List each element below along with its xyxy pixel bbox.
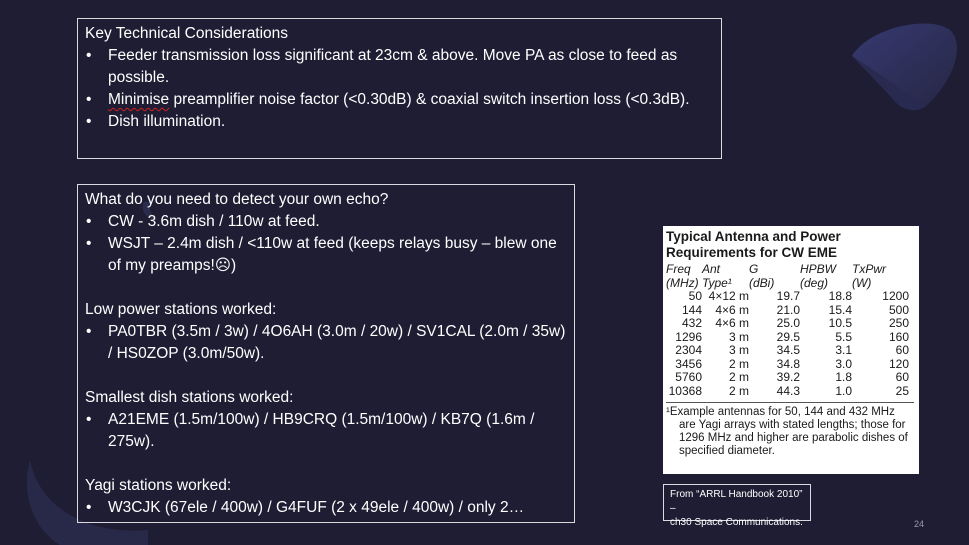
cell-hpbw: 18.8 — [828, 289, 852, 303]
cell-g: 44.3 — [776, 383, 800, 398]
antenna-power-table-image — [663, 226, 919, 474]
cell-txpwr: 1200 — [882, 289, 909, 303]
table-footnote — [666, 406, 916, 458]
spacer — [85, 365, 566, 387]
source-citation-box — [663, 484, 811, 528]
cell-freq: 3456 — [675, 356, 702, 371]
cell-txpwr: 25 — [895, 383, 909, 398]
list-item: • A21EME (1.5m/100w) / HB9CRQ (1.5m/100w) / KB7Q (1.6m / 275w). — [85, 409, 566, 453]
footnote-line: are Yagi arrays with stated lengths; those for — [679, 419, 906, 431]
smallest-dish-list — [85, 409, 566, 453]
cell-freq: 144 — [681, 302, 702, 317]
cell-freq: 2304 — [675, 343, 702, 357]
header-hpbw: HPBW — [800, 262, 836, 276]
list-item: • PA0TBR (3.5m / 3w) / 4O6AH (3.0m / 20w) / SV1CAL (2.0m / 35w) / HS0ZOP (3.0m/50w). — [85, 321, 566, 365]
cell-g: 39.2 — [776, 370, 800, 384]
table-row — [666, 290, 909, 304]
cell-ant: 4×6 m — [715, 302, 749, 317]
list-item — [85, 89, 713, 111]
table-row — [666, 317, 909, 331]
list-item: • Feeder transmission loss significant at 23cm & above. Move PA as close to feed as possible. — [85, 45, 713, 89]
cell-txpwr: 120 — [888, 356, 909, 371]
cell-g: 34.5 — [776, 343, 800, 357]
low-power-heading: Low power stations worked: — [85, 301, 277, 318]
table-title-line: Typical Antenna and Power — [666, 229, 841, 244]
echo-requirements-list — [85, 211, 566, 277]
decorative-cone-shape — [840, 18, 969, 128]
key-considerations-box — [77, 18, 722, 159]
cell-freq: 5760 — [675, 370, 702, 384]
header-hpbw-unit: (deg) — [800, 275, 829, 290]
list-item: • W3CJK (67ele / 400w) / G4FUF (2 x 49ele / 400w) / only 2… — [85, 497, 566, 519]
antenna-power-table — [666, 263, 909, 398]
slide-number: 24 — [914, 519, 925, 529]
list-item: • WSJT – 2.4m dish / <110w at feed (keeps relays busy – blew one of my preamps!☹) — [85, 233, 566, 277]
cell-g: 21.0 — [776, 302, 800, 317]
cell-g: 19.7 — [776, 289, 800, 303]
list-item: • CW - 3.6m dish / 110w at feed. — [85, 211, 566, 233]
header-txpwr: TxPwr — [852, 262, 886, 276]
cell-hpbw: 1.0 — [835, 383, 852, 398]
spacer — [85, 277, 566, 299]
cell-g: 29.5 — [776, 329, 800, 344]
cell-hpbw: 5.5 — [835, 329, 852, 344]
spacer — [85, 453, 566, 475]
table-title — [666, 229, 916, 261]
source-citation-line: ch30 Space Communications. — [670, 517, 803, 528]
header-ant: Ant — [702, 262, 721, 276]
header-txpwr-unit: (W) — [852, 275, 872, 290]
source-citation-line: From “ARRL Handbook 2010” – — [670, 489, 803, 514]
echo-question-heading: What do you need to detect your own echo? — [85, 191, 389, 208]
spellcheck-word: Minimise — [108, 91, 170, 108]
cell-ant: 2 m — [728, 356, 749, 371]
cell-txpwr: 500 — [888, 302, 909, 317]
footnote-line: 1296 MHz and higher are parabolic dishes of — [679, 432, 908, 444]
table-row — [666, 331, 909, 345]
header-freq: Freq — [666, 262, 691, 276]
cell-hpbw: 3.1 — [835, 343, 852, 357]
key-considerations-list — [85, 45, 713, 133]
cell-freq: 1296 — [675, 329, 702, 344]
cell-hpbw: 1.8 — [835, 370, 852, 384]
footnote-line: ¹Example antennas for 50, 144 and 432 MHz — [666, 406, 895, 418]
yagi-list — [85, 497, 566, 519]
cell-freq: 432 — [681, 316, 702, 330]
cell-ant: 4×12 m — [708, 289, 749, 303]
cell-hpbw: 15.4 — [828, 302, 852, 317]
table-row — [666, 371, 909, 385]
table-header-row — [666, 263, 909, 277]
cell-ant: 3 m — [728, 329, 749, 344]
cell-txpwr: 60 — [895, 370, 909, 384]
cell-hpbw: 10.5 — [828, 316, 852, 330]
cell-ant: 4×6 m — [715, 316, 749, 330]
key-considerations-heading: Key Technical Considerations — [85, 25, 289, 42]
smallest-dish-heading: Smallest dish stations worked: — [85, 389, 294, 406]
cell-g: 34.8 — [776, 356, 800, 371]
cell-txpwr: 160 — [888, 329, 909, 344]
table-row — [666, 304, 909, 318]
header-g: G — [749, 262, 759, 276]
cell-txpwr: 60 — [895, 343, 909, 357]
cell-hpbw: 3.0 — [835, 356, 852, 371]
low-power-list — [85, 321, 566, 365]
cell-ant: 3 m — [728, 343, 749, 357]
table-row — [666, 358, 909, 372]
table-divider — [666, 402, 914, 403]
cell-freq: 10368 — [668, 383, 702, 398]
cell-txpwr: 250 — [888, 316, 909, 330]
cell-ant: 2 m — [728, 370, 749, 384]
footnote-line: specified diameter. — [679, 445, 775, 457]
yagi-heading: Yagi stations worked: — [85, 477, 232, 494]
header-g-unit: (dBi) — [749, 275, 775, 290]
table-header-row — [666, 277, 909, 291]
table-title-line: Requirements for CW EME — [666, 245, 838, 260]
list-item: • Dish illumination. — [85, 111, 713, 133]
header-freq-unit: (MHz) — [666, 275, 699, 290]
cell-freq: 50 — [688, 289, 702, 303]
cell-g: 25.0 — [776, 316, 800, 330]
table-row — [666, 344, 909, 358]
echo-detection-box — [77, 184, 575, 523]
header-ant-type: Type¹ — [702, 275, 732, 290]
cell-ant: 2 m — [728, 383, 749, 398]
table-row — [666, 385, 909, 399]
list-item-text: preamplifier noise factor (<0.30dB) & coaxial switch insertion loss (<0.3dB). — [169, 91, 690, 108]
